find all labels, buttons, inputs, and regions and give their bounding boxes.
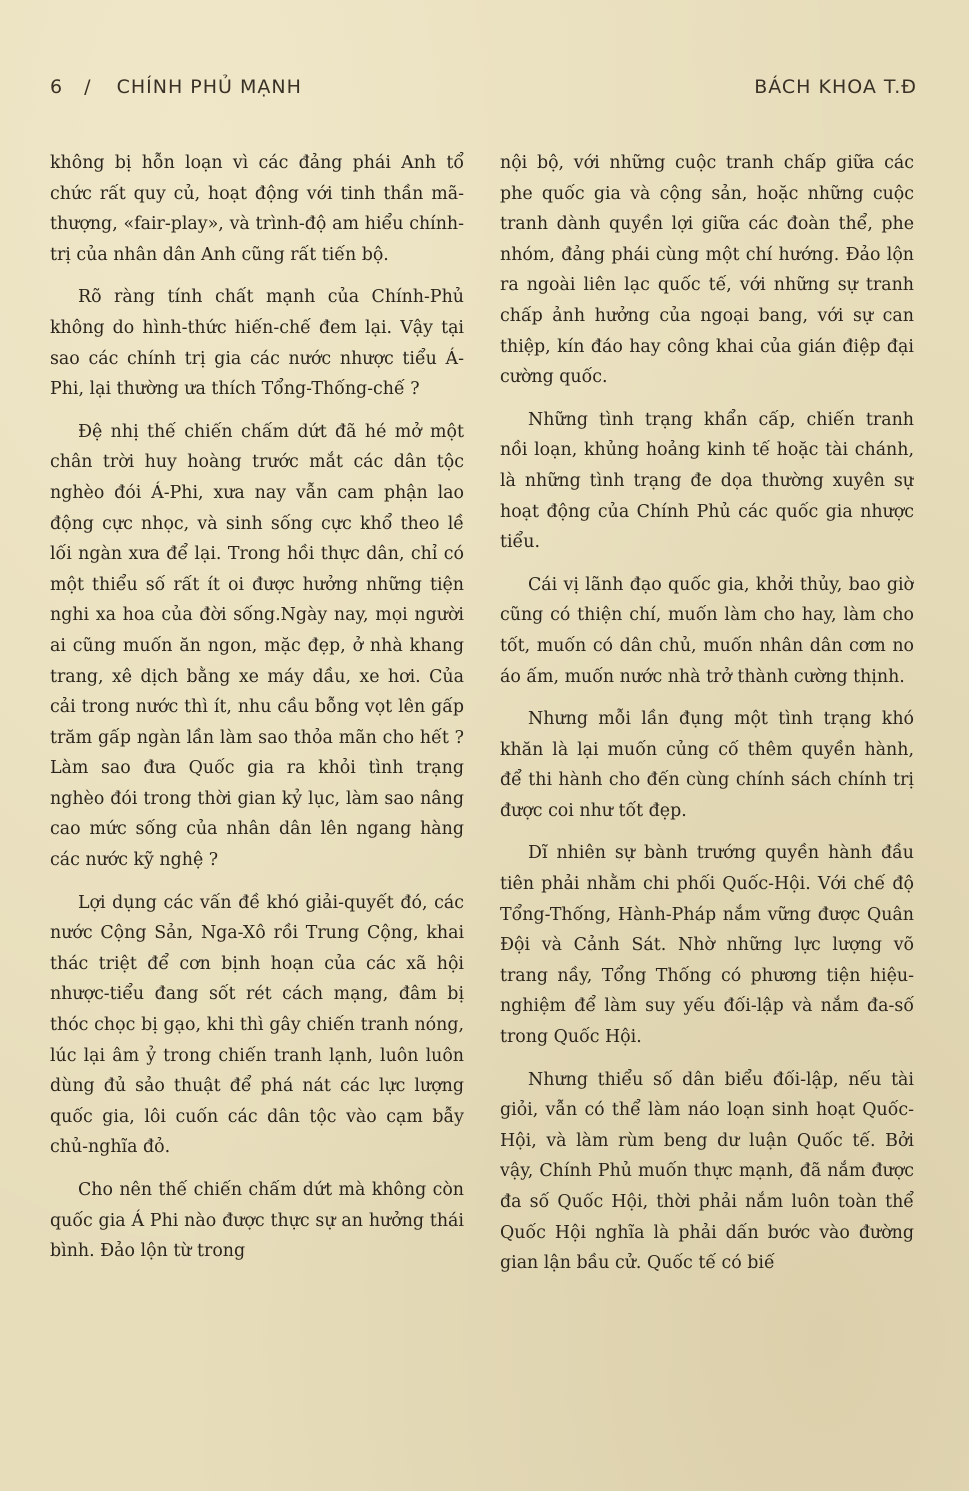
right-column-text bbox=[500, 148, 914, 1420]
paragraph: không bị hỗn loạn vì các đảng phái Anh tổ chức rất quy củ, hoạt động với tinh thần mã-thượng, «fair-play», và trình-độ am hiểu chính-trị của nhân dân Anh cũng rất tiến bộ. bbox=[50, 153, 464, 265]
paragraph: nội bộ, với những cuộc tranh chấp giữa các phe quốc gia và cộng sản, hoặc những cuộc tranh dành quyền lợi giữa các đoàn thể, phe nhóm, đảng phái cùng một chí hướng. Đảo lộn ra ngoài liên lạc quốc tế, với những sự tranh chấp ảnh hưởng của ngoại bang, với sự can thiệp, kín đáo hay công khai của gián điệp đại cường quốc. bbox=[500, 153, 914, 388]
page-header bbox=[50, 76, 917, 106]
header-left bbox=[50, 76, 302, 98]
left-column-text bbox=[50, 148, 464, 1417]
paragraph: Rõ ràng tính chất mạnh của Chính-Phủ không do hình-thức hiến-chế đem lại. Vậy tại sao các chính trị gia các nước nhược tiểu Á-Phi, lại thường ưa thích Tổng-Thống-chế ? bbox=[50, 287, 464, 400]
page-number: 6 bbox=[50, 76, 64, 98]
paragraph: Đệ nhị thế chiến chấm dứt đã hé mở một chân trời huy hoàng trước mắt các dân tộc nghèo đói Á-Phi, xưa nay vẫn cam phận lao động cực nhọc, và sinh sống cực khổ theo lề lối ngàn xưa để lại. Trong hồi thực dân, chỉ có một thiểu số rất ít oi được hưởng những tiện nghi xa hoa của đời sống.Ngày nay, mọi người ai cũng muốn ăn ngon, mặc đẹp, ở nhà khang trang, xê dịch bằng xe máy dầu, xe hơi. Của cải trong nước thì ít, nhu cầu bỗng vọt lên gấp trăm gấp ngàn lần làm sao thỏa mãn cho hết ? Làm sao đưa Quốc gia ra khỏi tình trạng nghèo đói trong thời gian kỷ lục, làm sao nâng cao mức sống của nhân dân lên ngang hàng các nước kỹ nghệ ? bbox=[50, 421, 464, 871]
paragraph: Những tình trạng khẩn cấp, chiến tranh nồi loạn, khủng hoảng kinh tế hoặc tài chánh, là những tình trạng đe dọa thường xuyên sự hoạt động của Chính Phủ các quốc gia nhược tiểu. bbox=[500, 409, 914, 553]
section-title: CHÍNH PHỦ MẠNH bbox=[116, 76, 302, 98]
paragraph: Dĩ nhiên sự bành trướng quyền hành đầu tiên phải nhằm chi phối Quốc-Hội. Với chế độ Tổng-Thống, Hành-Pháp nắm vững được Quân Đội và Cảnh Sát. Nhờ những lực lượng võ trang nầy, Tổng Thống có phương tiện hiệu-nghiệm để làm suy yếu đối-lập và nắm đa-số trong Quốc Hội. bbox=[500, 843, 914, 1048]
paragraph: Nhưng mỗi lần đụng một tình trạng khó khăn là lại muốn củng cố thêm quyền hành, để thi hành cho đến cùng chính sách chính trị được coi như tốt đẹp. bbox=[500, 709, 914, 821]
paragraph: Nhưng thiểu số dân biểu đối-lập, nếu tài giỏi, vẫn có thể làm náo loạn sinh hoạt Quốc-Hội, và làm rùm beng dư luận Quốc tế. Bởi vậy, Chính Phủ muốn thực mạnh, đã nắm được đa số Quốc Hội, thời phải nắm luôn toàn thể Quốc Hội nghĩa là phải dấn bước vào đường gian lận bầu cử. Quốc tế có biế bbox=[500, 1069, 914, 1274]
paragraph: Cái vị lãnh đạo quốc gia, khởi thủy, bao giờ cũng có thiện chí, muốn làm cho hay, làm cho tốt, muốn có dân chủ, muốn nhân dân cơm no áo ấm, muốn nước nhà trở thành cường thịnh. bbox=[500, 574, 914, 687]
publication-title: BÁCH KHOA T.Đ bbox=[754, 76, 917, 98]
header-separator: / bbox=[84, 76, 92, 98]
left-column bbox=[50, 148, 464, 1417]
right-column bbox=[500, 148, 914, 1420]
paragraph: Cho nên thế chiến chấm dứt mà không còn quốc gia Á Phi nào được thực sự an hưởng thái bình. Đảo lộn từ trong bbox=[50, 1180, 464, 1262]
paragraph: Lợi dụng các vấn đề khó giải-quyết đó, các nước Cộng Sản, Nga-Xô rồi Trung Cộng, khai thác triệt để cơn bịnh hoạn của các xã hội nhược-tiểu đang sốt rét cách mạng, đâm bị thóc chọc bị gạo, khi thì gây chiến tranh nóng, lúc lại âm ỷ trong chiến tranh lạnh, luôn luôn dùng đủ sảo thuật để phá nát các lực lượng quốc gia, lôi cuốn các dân tộc vào cạm bẫy chủ-nghĩa đỏ. bbox=[50, 892, 464, 1158]
